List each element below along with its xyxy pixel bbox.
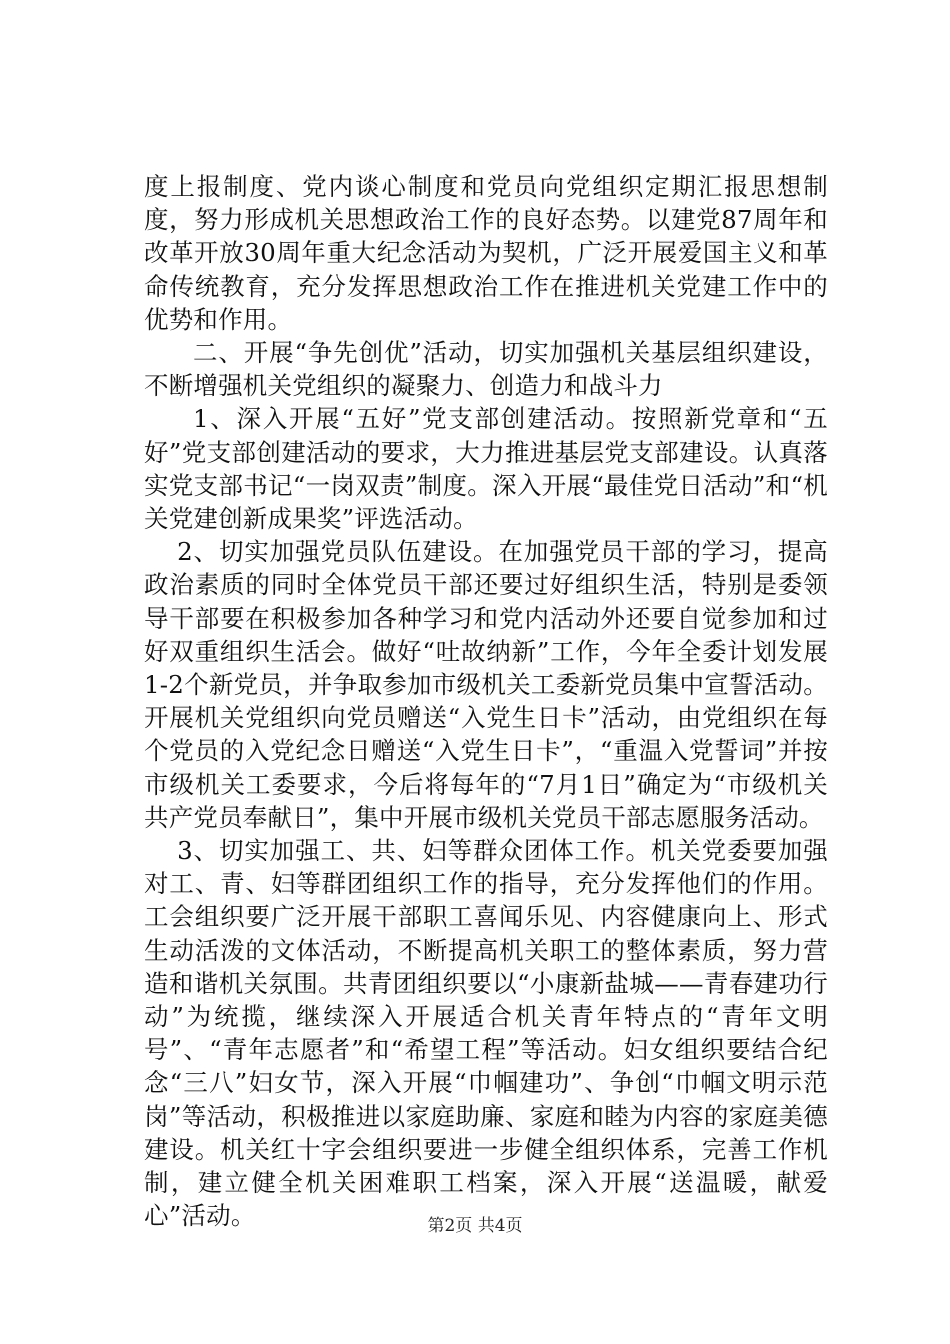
section-heading: 二、开展“争先创优”活动，切实加强机关基层组织建设，不断增强机关党组织的凝聚力、创造力和战斗力 (144, 338, 828, 401)
paragraph-item-2: 2、切实加强党员队伍建设。在加强党员干部的学习，提高政治素质的同时全体党员干部还要过好组织生活，特别是委领导干部要在积极参加各种学习和党内活动外还要自觉参加和过好双重组织生活会。做好“吐故纳新”工作，今年全委计划发展1-2个新党员，并争取参加市级机关工委新党员集中宣誓活动。开展机关党组织向党员赠送“入党生日卡”活动，由党组织在每个党员的入党纪念日赠送“入党生日卡”，“重温入党誓词”并按市级机关工委要求，今后将每年的“7月1日”确定为“市级机关共产党员奉献日”，集中开展市级机关党员干部志愿服务活动。 (144, 537, 828, 832)
page-footer: 第2页 共4页 (427, 1216, 523, 1236)
document-body (144, 170, 828, 1233)
paragraph-item-3: 3、切实加强工、共、妇等群众团体工作。机关党委要加强对工、青、妇等群团组织工作的指导，充分发挥他们的作用。工会组织要广泛开展干部职工喜闻乐见、内容健康向上、形式生动活泼的文体活动，不断提高机关职工的整体素质，努力营造和谐机关氛围。共青团组织要以“小康新盐城——青春建功行动”为统揽，继续深入开展适合机关青年特点的“青年文明号”、“青年志愿者”和“希望工程”等活动。妇女组织要结合纪念“三八”妇女节，深入开展“巾帼建功”、争创“巾帼文明示范岗”等活动，积极推进以家庭助廉、家庭和睦为内容的家庭美德建设。机关红十字会组织要进一步健全组织体系，完善工作机制，建立健全机关困难职工档案，深入开展“送温暖，献爱心”活动。 (144, 836, 828, 1231)
paragraph-item-1: 1、深入开展“五好”党支部创建活动。按照新党章和“五好”党支部创建活动的要求，大力推进基层党支部建设。认真落实党支部书记“一岗双责”制度。深入开展“最佳党日活动”和“机关党建创新成果奖”评选活动。 (144, 404, 828, 534)
paragraph-continuation: 度上报制度、党内谈心制度和党员向党组织定期汇报思想制度，努力形成机关思想政治工作的良好态势。以建党87周年和改革开放30周年重大纪念活动为契机，广泛开展爱国主义和革命传统教育，充分发挥思想政治工作在推进机关党建工作中的优势和作用。 (144, 172, 828, 334)
